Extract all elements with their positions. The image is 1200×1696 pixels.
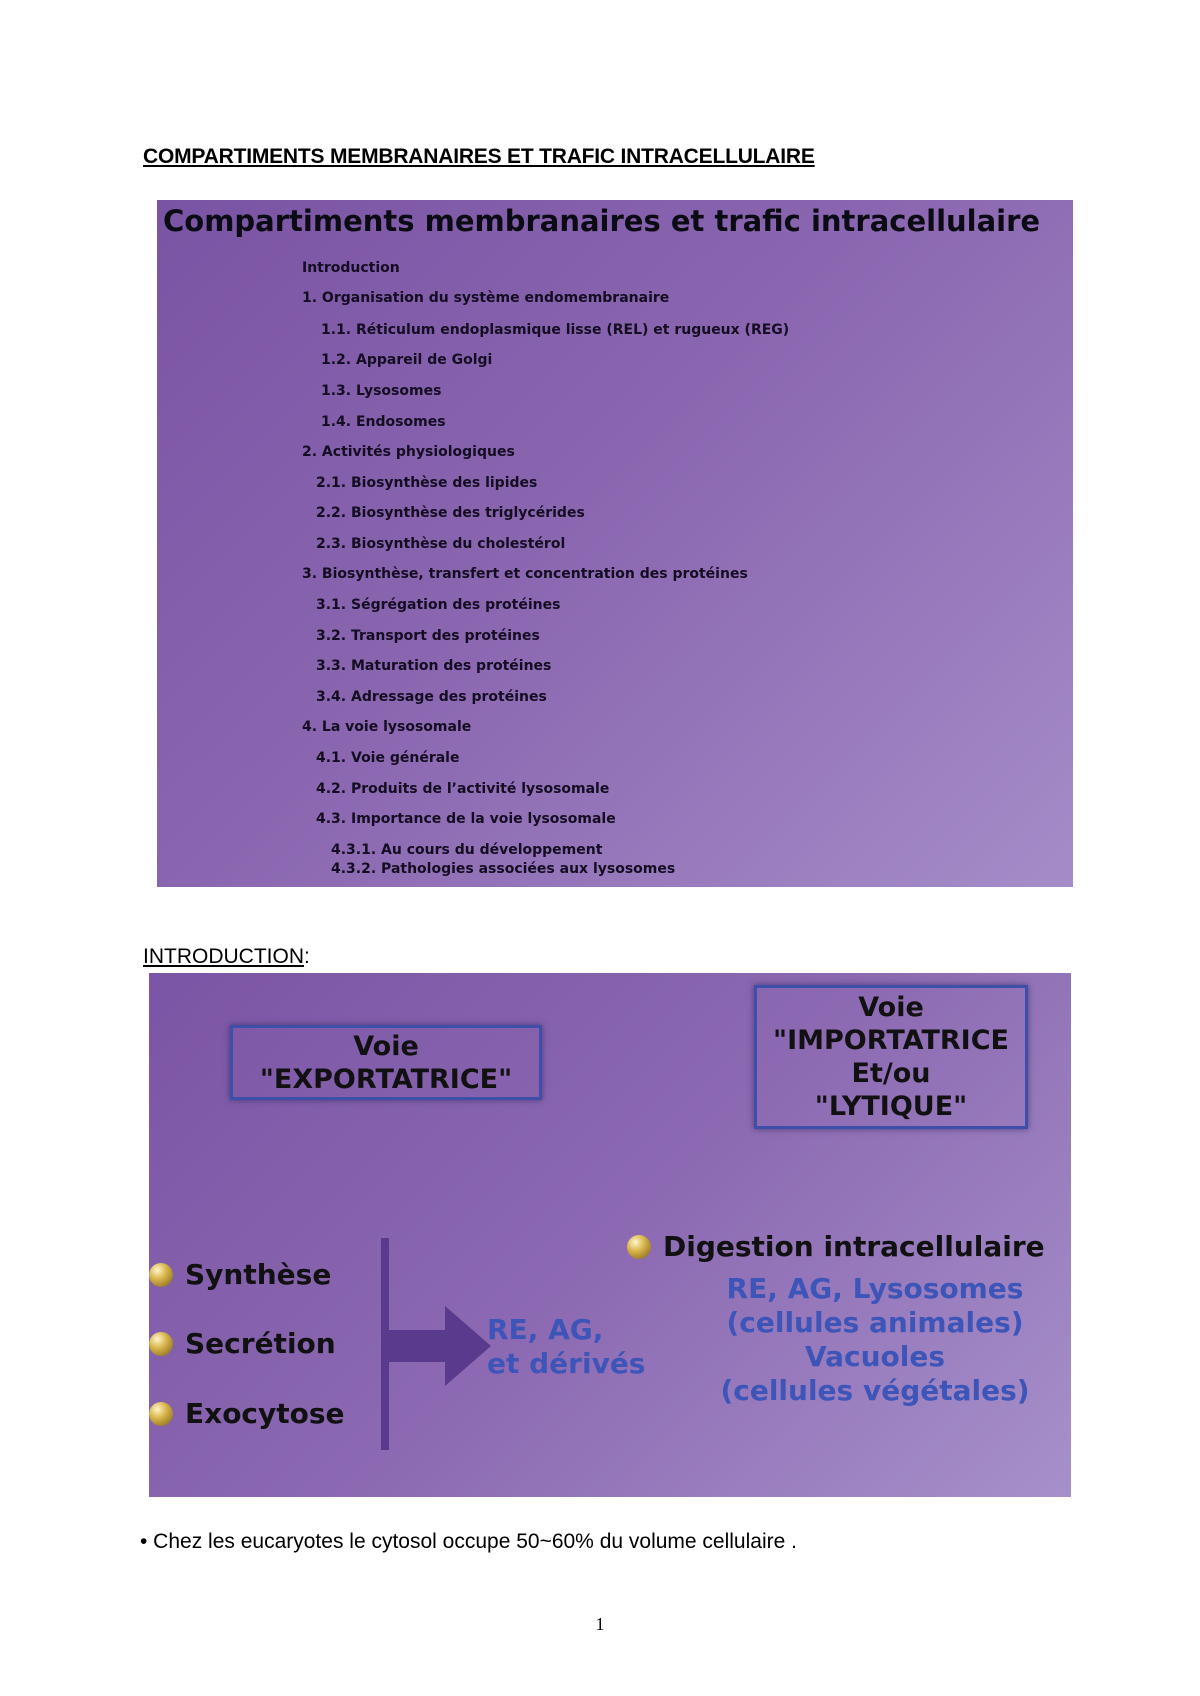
toc-item: 3. Biosynthèse, transfert et concentration des protéines [302,566,748,582]
export-box-line: "EXPORTATRICE" [259,1063,513,1095]
bullet-label: Secrétion [185,1327,336,1360]
introduction-colon: : [304,945,310,968]
bullet-label: Synthèse [185,1258,332,1291]
toc-item: 2. Activités physiologiques [302,444,515,460]
arrow-target-line: RE, AG, [487,1313,604,1346]
arrow-target-line: et dérivés [487,1347,646,1380]
import-box-line: "IMPORTATRICE [773,1025,1009,1056]
introduction-heading [143,945,310,969]
digestion-details [705,1272,1045,1408]
arrow-target-text [487,1313,645,1381]
document-heading: COMPARTIMENTS MEMBRANAIRES ET TRAFIC INTRACELLULAIRE [143,145,815,168]
import-box-line: Et/ou [851,1058,931,1089]
toc-item: 1.4. Endosomes [321,414,446,430]
toc-item: 1.3. Lysosomes [321,383,442,399]
page-number: 1 [595,1614,605,1634]
toc-item: 2.2. Biosynthèse des triglycérides [316,505,585,521]
bullet-label: Digestion intracellulaire [663,1230,1045,1263]
toc-item: 1.1. Réticulum endoplasmique lisse (REL) et rugueux (REG) [321,322,790,338]
body-paragraph: • Chez les eucaryotes le cytosol occupe 50~60% du volume cellulaire . [140,1530,797,1553]
toc-item: 4.3.1. Au cours du développement [331,842,603,858]
outline-slide [157,200,1073,887]
toc-item: 2.3. Biosynthèse du cholestérol [316,536,566,552]
toc-item: 3.4. Adressage des protéines [316,689,547,705]
toc-item: 4.3.2. Pathologies associées aux lysosomes [331,861,676,877]
toc-item: 4.3. Importance de la voie lysosomale [316,811,616,827]
toc-item: 4.2. Produits de l’activité lysosomale [316,781,610,797]
introduction-label: INTRODUCTION [143,945,304,968]
toc-item: 4. La voie lysosomale [302,719,472,735]
bullet-digestion [627,1230,1045,1263]
bullet-label: Exocytose [185,1397,345,1430]
toc-item: 1.2. Appareil de Golgi [321,352,493,368]
toc-item: 3.1. Ségrégation des protéines [316,597,561,613]
detail-line: (cellules végétales) [720,1374,1030,1407]
toc-item: 4.1. Voie générale [316,750,460,766]
introduction-slide [149,973,1071,1497]
export-box-line: Voie [353,1030,419,1062]
slide-title: Compartiments membranaires et trafic intracellulaire [163,204,1041,238]
toc-item: 3.2. Transport des protéines [316,628,540,644]
detail-line: (cellules animales) [726,1306,1024,1339]
detail-line: RE, AG, Lysosomes [726,1272,1024,1305]
toc-item: 2.1. Biosynthèse des lipides [316,475,538,491]
toc-item: Introduction [302,260,400,276]
import-box-line: Voie [858,992,924,1023]
import-box-line: "LYTIQUE" [814,1091,968,1122]
toc-item: 3.3. Maturation des protéines [316,658,552,674]
gold-bullet-icon [627,1235,651,1259]
detail-line: Vacuoles [804,1340,946,1373]
toc-item: 1. Organisation du système endomembranaire [302,290,670,306]
